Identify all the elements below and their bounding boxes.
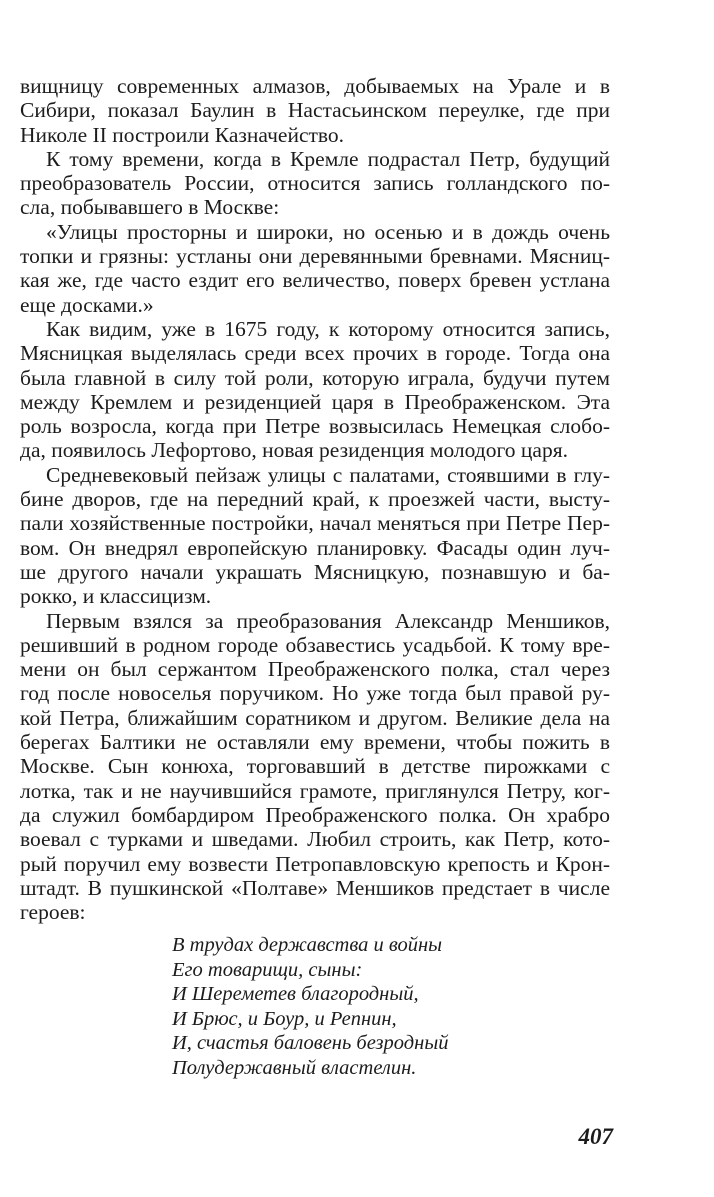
text-line: рый поручил ему возвести Петропавловскую крепость и Крон- — [20, 851, 610, 876]
body-text — [20, 74, 610, 924]
text-line: штадт. В пушкинской «Полтаве» Меншиков предстает в числе — [20, 875, 610, 900]
paragraph-start-line: Как видим, уже в 1675 году, к которому относится запись, — [46, 316, 610, 341]
text-line: роль возросла, когда при Петре возвысилась Немецкая слобо- — [20, 414, 610, 439]
text-line: берегах Балтики не оставляли ему времени, чтобы пожить в — [20, 730, 610, 755]
text-line: год после новоселья поручиком. Но уже тогда был правой ру- — [20, 681, 610, 706]
text-line: пали хозяйственные постройки, начал меняться при Петре Пер- — [20, 511, 610, 536]
text-line: бине дворов, где на передний край, к проезжей части, высту- — [20, 487, 610, 512]
poem-line: И Шереметев благородный, — [172, 983, 419, 1005]
text-line: сла, побывавшего в Москве: — [20, 195, 280, 220]
poem-line: Полудержавный властелин. — [172, 1056, 417, 1079]
text-line: Сибири, показал Баулин в Настасьинском переулке, где при — [20, 98, 610, 123]
paragraph-start-line: К тому времени, когда в Кремле подрастал Петр, будущий — [46, 146, 610, 171]
poem-line: И Брюс, и Боур, и Репнин, — [172, 1007, 397, 1030]
quote-start-line: «Улицы просторны и широки, но осенью и в дождь очень — [46, 219, 610, 244]
text-line: да служил бомбардиром Преображенского полка. Он храбро — [20, 802, 610, 827]
text-line: была главной в силу той роли, которую играла, будучи путем — [20, 365, 610, 390]
text-line: Москве. Сын конюха, торговавший в детстве пирожками с — [20, 754, 610, 779]
text-line: героев: — [20, 900, 86, 925]
paragraph-start-line: Средневековый пейзаж улицы с палатами, стоявшими в глу- — [46, 462, 610, 487]
text-line: лотка, так и не научившийся грамоте, приглянулся Петру, ког- — [20, 778, 610, 803]
quote-line: кая же, где часто ездит его величество, поверх бревен устлана — [20, 268, 610, 293]
text-line: Мясницкая выделялась среди всех прочих в городе. Тогда она — [20, 341, 610, 366]
text-line: Николе II построили Казначейство. — [20, 122, 345, 147]
page-number: 407 — [578, 1124, 613, 1149]
text-line: преобразователь России, относится запись голландского по- — [20, 171, 610, 196]
text-line: мени он был сержантом Преображенского полка, стал через — [20, 657, 610, 682]
quote-line: топки и грязны: устланы они деревянными бревнами. Мясниц- — [20, 244, 610, 269]
poem-line: И, счастья баловень безродный — [172, 1032, 449, 1054]
text-line: решивший в родном городе обзавестись усадьбой. К тому вре- — [20, 632, 610, 657]
quote-line: еще досками.» — [20, 292, 154, 317]
text-line: вом. Он внедрял европейскую планировку. Фасады один луч- — [20, 535, 610, 560]
text-line: между Кремлем и резиденцией царя в Преображенском. Эта — [20, 389, 610, 414]
text-line: да, появилось Лефортово, новая резиденция молодого царя. — [20, 438, 568, 463]
poem-line: В трудах державства и войны — [172, 934, 443, 956]
text-line: кой Петра, ближайшим соратником и другом. Великие дела на — [20, 705, 610, 730]
text-line: воевал с турками и шведами. Любил строить, как Петр, кото- — [20, 827, 610, 852]
poem-line: Его товарищи, сыны: — [172, 958, 363, 981]
text-line: вищницу современных алмазов, добываемых на Урале и в — [20, 74, 610, 98]
text-line: ше другого начали украшать Мясницкую, познавшую и ба- — [20, 559, 610, 584]
paragraph-start-line: Первым взялся за преобразования Александр Меншиков, — [46, 608, 610, 633]
text-line: рокко, и классицизм. — [20, 584, 212, 609]
poem-quote — [172, 933, 592, 1080]
